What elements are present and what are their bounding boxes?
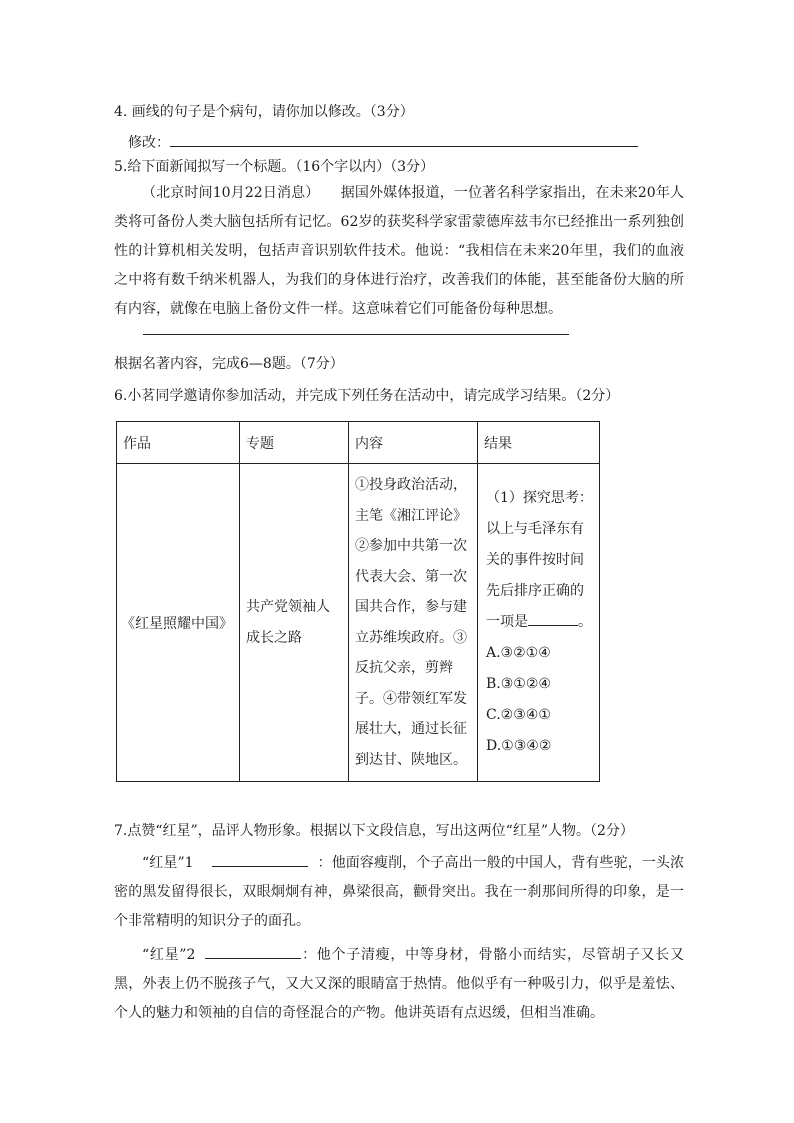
star2-label: “红星”2 [142, 947, 196, 963]
star1-label: “红星”1 [142, 855, 194, 871]
option-c: C.②③④① [486, 707, 551, 723]
option-d: D.①③④② [486, 738, 552, 754]
table-row [117, 464, 600, 782]
star2-passage [114, 941, 684, 1028]
question-7: 7.点赞“红星”，品评人物形象。根据以下文段信息，写出这两位“红星”人物。（2分） [114, 823, 634, 839]
fix-answer-line [128, 131, 638, 153]
cell-work: 《红星照耀中国》 [117, 464, 240, 782]
question-4: 4. 画线的句子是个病句，请你加以修改。（3分） [114, 104, 414, 120]
news-passage: （北京时间10月22日消息） 据国外媒体报道，一位著名科学家指出，在未来20年人类将可备份人类大脑包括所有记忆。62岁的获奖科学家雷蒙德库兹韦尔已经推出一系列独创性的计算机相关发明，包括声音识别软件技术。他说：“我相信在未来20年里，我们的血液之中将有数千纳米机器人，为我们的身体进行治疗，改善我们的体能，甚至能备份大脑的所有内容，就像在电脑上备份文件一样。这意味着它们可能备份每种思想。 [114, 185, 684, 317]
result-prompt-4: 先后排序正确的 [486, 583, 584, 599]
result-prompt-2: 以上与毛泽东有 [486, 521, 584, 537]
star1-passage [114, 849, 684, 936]
star2-answer-blank[interactable] [205, 943, 301, 959]
cell-result [478, 464, 600, 782]
question-5: 5.给下面新闻拟写一个标题。（16个字以内）（3分） [114, 159, 435, 175]
section-intro: 根据名著内容，完成6—8题。（7分） [114, 356, 344, 372]
result-prompt-3: 关的事件按时间 [486, 552, 584, 568]
cell-content: ①投身政治活动，主笔《湘江评论》②参加中共第一次代表大会、第一次国共合作，参与建立苏维埃政府。③反抗父亲，剪辫子。④带领红军发展壮大，通过长征到达甘、陕地区。 [349, 464, 478, 782]
option-a: A.③②①④ [486, 645, 551, 661]
table-header-row [117, 422, 600, 464]
result-prompt-5-line [486, 607, 593, 638]
star2-text: ：他个子清瘦，中等身材，骨骼小而结实，尽管胡子又长又黑，外表上仍不脱孩子气，又大又深的眼睛富于热情。他似乎有一种吸引力，似乎是羞怯、个人的魅力和领袖的自信的奇怪混合的产物。他讲英语有点迟缓，但相当准确。 [114, 947, 684, 1021]
fix-label: 修改： [128, 135, 170, 151]
star1-answer-blank[interactable] [212, 851, 308, 867]
result-prompt-5: 一项是 [486, 614, 528, 630]
activity-table [116, 421, 600, 782]
option-b: B.③①②④ [486, 676, 551, 692]
star1-text: ：他面容瘦削，个子高出一般的中国人，背有些驼，一头浓密的黑发留得很长，双眼炯炯有神，鼻梁很高，颧骨突出。我在一刹那间所得的印象，是一个非常精明的知识分子的面孔。 [114, 855, 684, 929]
header-content: 内容 [349, 422, 478, 464]
header-work: 作品 [117, 422, 240, 464]
header-topic: 专题 [240, 422, 349, 464]
result-prompt-end: 。 [578, 614, 592, 630]
fix-answer-blank[interactable] [170, 131, 638, 147]
cell-topic: 共产党领袖人成长之路 [240, 464, 349, 782]
title-answer-blank[interactable] [143, 334, 569, 335]
question-6: 6.小茗同学邀请你参加活动，并完成下列任务在活动中，请完成学习结果。（2分） [114, 388, 620, 404]
result-answer-blank[interactable] [528, 611, 578, 626]
header-result: 结果 [478, 422, 600, 464]
result-prompt-1: （1）探究思考： [486, 490, 593, 506]
